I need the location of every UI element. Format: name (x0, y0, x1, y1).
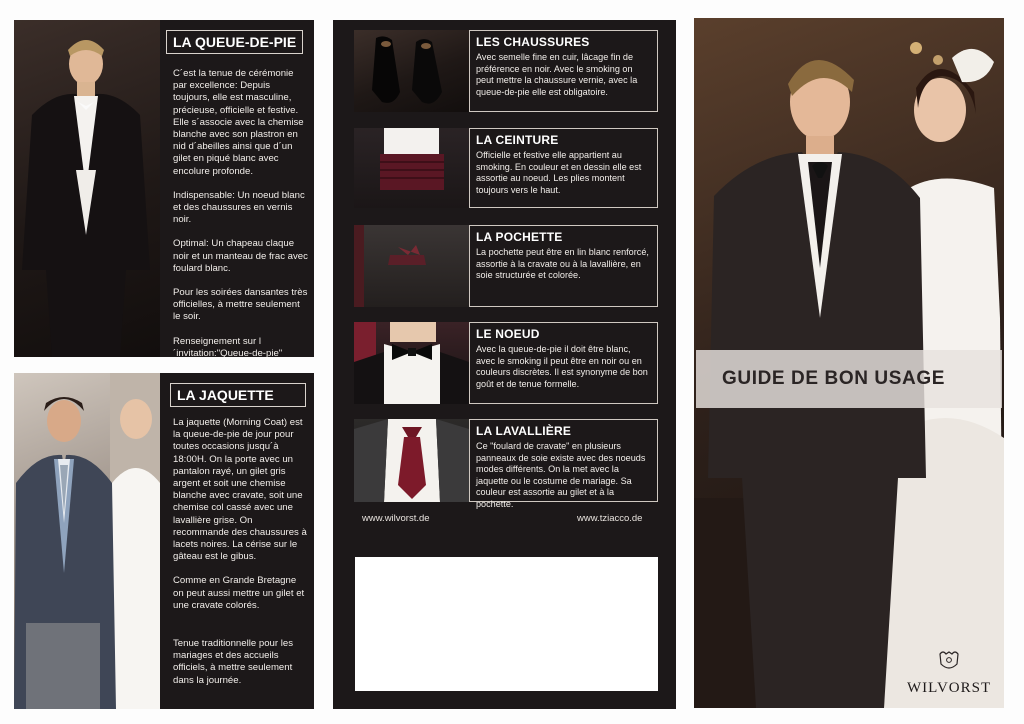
queue-de-pie-text (173, 68, 309, 357)
queue-de-pie-paragraph-5: Renseignement sur l´invitation:"Queue-de-pie" (173, 335, 283, 357)
lavalliere-photo (354, 419, 469, 502)
shoes-photo (354, 30, 469, 112)
cummerbund-icon (354, 128, 469, 208)
queue-de-pie-paragraph-2: Indispensable: Un noeud blanc et des chaussures en vernis noir. (173, 189, 305, 226)
jaquette-paragraph-1: La jaquette (Morning Coat) est la queue-de-pie de jour pour toutes occasions jusqu´à 18:00H. On la porte avec un pantalon rayé, un gilet gris argent et soit une chemise blanche avec cravate, soit une chemise col cassé avec une lavallière grise. On recommande des chaussures à lacets noires. La cérise sur le gâteau est le gibus. (173, 417, 307, 563)
jaquette-text (173, 417, 309, 699)
queue-de-pie-panel (14, 20, 314, 357)
accessory-title-lavalliere: LA LAVALLIÈRE (476, 424, 572, 438)
belt-photo (354, 128, 469, 208)
accessory-title-noeud: LE NOEUD (476, 327, 540, 341)
bow-tie-icon (354, 322, 469, 404)
accessory-title-ceinture: LA CEINTURE (476, 133, 559, 147)
accessory-box-ceinture (469, 128, 658, 208)
accessory-title-pochette: LA POCHETTE (476, 230, 563, 244)
queue-de-pie-paragraph-4: Pour les soirées dansantes très officielles, à mettre seulement le soir. (173, 287, 308, 323)
accessory-box-noeud (469, 322, 658, 404)
accessory-text-noeud: Avec la queue-de-pie il doit être blanc, avec le smoking il peut être en noir ou en couleurs discrètes. Il est synonyme de bon goût et de tenue formelle. (476, 344, 648, 389)
jaquette-panel (14, 373, 314, 709)
tailcoat-photo (14, 20, 160, 357)
accessory-box-chaussures (469, 30, 658, 112)
bow-tie-photo (354, 322, 469, 404)
queue-de-pie-paragraph-1: C´est la tenue de cérémonie par excellence: Depuis toujours, elle est masculine, précieuse, officielle et festive. Elle s´associe avec la chemise blanche avec son plastron en nid d´abeilles ainsi que d´un gilet en piqué blanc avec encolure profonde. (173, 68, 304, 177)
guide-title: GUIDE DE BON USAGE (722, 368, 945, 389)
jaquette-paragraph-3: Tenue traditionnelle pour les mariages et des accueils officiels, à mettre seulement dans la journée. (173, 638, 294, 686)
accessory-box-pochette (469, 225, 658, 307)
tziacco-link[interactable]: www.tziacco.de (577, 513, 643, 524)
accessory-text-ceinture: Officielle et festive elle appartient au smoking. En couleur et en dessin elle est assortie au noeud. Les plies montent toujours vers le haut. (476, 150, 642, 195)
accessory-text-chaussures: Avec semelle fine en cuir, lâcage fin de préférence en noir. Avec le smoking on peut mettre la chaussure vernie, avec la queue-de-pie elle est obligatoire. (476, 52, 638, 97)
pocket-square-icon (354, 225, 469, 307)
wilvorst-crest-icon (937, 650, 961, 672)
tailcoat-figure (14, 20, 160, 357)
pocket-square-photo (354, 225, 469, 307)
shoes-icon (354, 30, 469, 112)
brand-logo: WILVORST (907, 680, 992, 696)
queue-de-pie-paragraph-3: Optimal: Un chapeau claque noir et un manteau de frac avec foulard blanc. (173, 238, 308, 274)
lavalliere-icon (354, 419, 469, 502)
accessory-text-pochette: La pochette peut être en lin blanc renforcé, assortie à la cravate ou à la lavallière, en soie structurée et colorée. (476, 247, 649, 281)
wilvorst-link[interactable]: www.wilvorst.de (362, 513, 430, 524)
queue-de-pie-title: LA QUEUE-DE-PIE (166, 30, 303, 54)
address-box (355, 557, 658, 691)
morning-coat-photo (14, 373, 160, 709)
accessory-text-lavalliere: Ce "foulard de cravate" en plusieurs panneaux de soie existe avec des noeuds modes différents. On la met avec la jaquette ou le costume de mariage. Sa couleur est assortie au gilet et à la pochette. (476, 441, 646, 509)
accessory-box-lavalliere (469, 419, 658, 509)
accessory-title-chaussures: LES CHAUSSURES (476, 35, 590, 49)
jaquette-paragraph-2: Comme en Grande Bretagne on peut aussi mettre un gilet et une cravate colorés. (173, 575, 305, 611)
morning-coat-figure (14, 373, 160, 709)
jaquette-title: LA JAQUETTE (170, 383, 306, 407)
